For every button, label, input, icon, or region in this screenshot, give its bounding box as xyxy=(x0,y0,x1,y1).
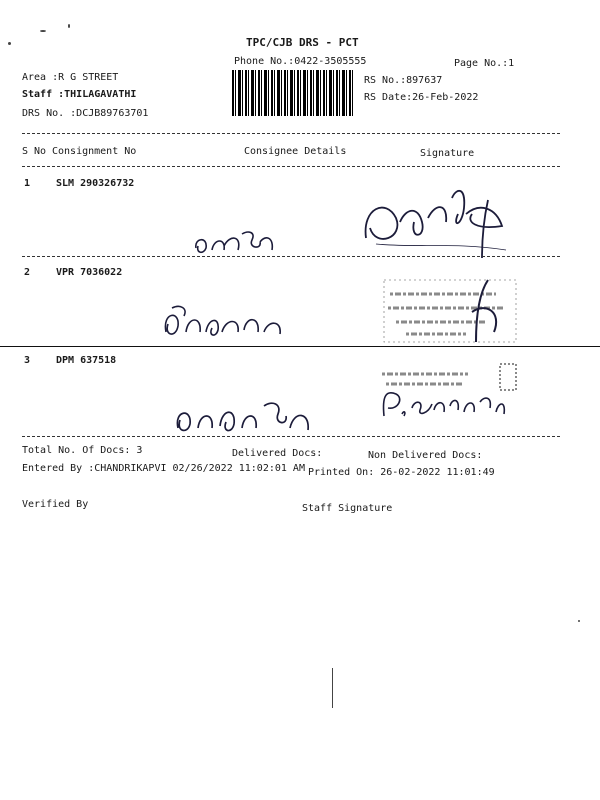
row-3-stamp-and-signature xyxy=(372,356,522,426)
row-2-sno: 2 xyxy=(24,267,31,278)
document-title: TPC/CJB DRS - PCT xyxy=(246,36,359,49)
scan-speck xyxy=(8,42,11,45)
area-label: Area :R G STREET xyxy=(22,72,119,83)
phone-number: Phone No.:0422-3505555 xyxy=(234,56,367,67)
scan-speck xyxy=(68,24,70,28)
rs-number: RS No.:897637 xyxy=(364,75,443,86)
column-signature: Signature xyxy=(420,148,475,159)
page-number: Page No.:1 xyxy=(454,58,515,69)
scan-speck xyxy=(578,620,580,622)
divider xyxy=(22,436,560,437)
total-docs: Total No. Of Docs: 3 xyxy=(22,445,143,456)
divider xyxy=(22,133,560,134)
row-1-signature xyxy=(356,178,516,268)
staff-signature: Staff Signature xyxy=(302,503,393,514)
scan-line xyxy=(0,346,600,347)
rs-date: RS Date:26-Feb-2022 xyxy=(364,92,479,103)
row-2-stamp xyxy=(376,272,526,352)
column-consignee: Consignee Details xyxy=(244,146,347,157)
divider xyxy=(22,256,560,257)
drs-number: DRS No. :DCJB89763701 xyxy=(22,108,149,119)
scan-speck xyxy=(40,30,46,32)
row-1-sno: 1 xyxy=(24,178,31,189)
column-consignment: Consignment No xyxy=(52,146,137,157)
scan-streak xyxy=(332,668,333,708)
entered-by: Entered By :CHANDRIKAPVI 02/26/2022 11:02:01 AM xyxy=(22,463,305,474)
divider xyxy=(22,166,560,167)
row-3-sno: 3 xyxy=(24,355,31,366)
staff-label: Staff :THILAGAVATHI xyxy=(22,89,137,100)
column-sno: S No xyxy=(22,146,47,157)
row-2-consignee-handwriting xyxy=(160,302,290,342)
delivered-docs: Delivered Docs: xyxy=(232,448,323,459)
verified-by: Verified By xyxy=(22,499,89,510)
row-1-consignment: SLM 290326732 xyxy=(56,178,135,189)
row-2-consignment: VPR 7036022 xyxy=(56,267,123,278)
barcode xyxy=(232,70,354,116)
row-3-consignee-handwriting xyxy=(170,394,320,438)
printed-on: Printed On: 26-02-2022 11:01:49 xyxy=(308,467,495,478)
row-3-consignment: DPM 637518 xyxy=(56,355,117,366)
row-1-consignee-handwriting xyxy=(190,220,280,260)
non-delivered-docs: Non Delivered Docs: xyxy=(368,450,483,461)
